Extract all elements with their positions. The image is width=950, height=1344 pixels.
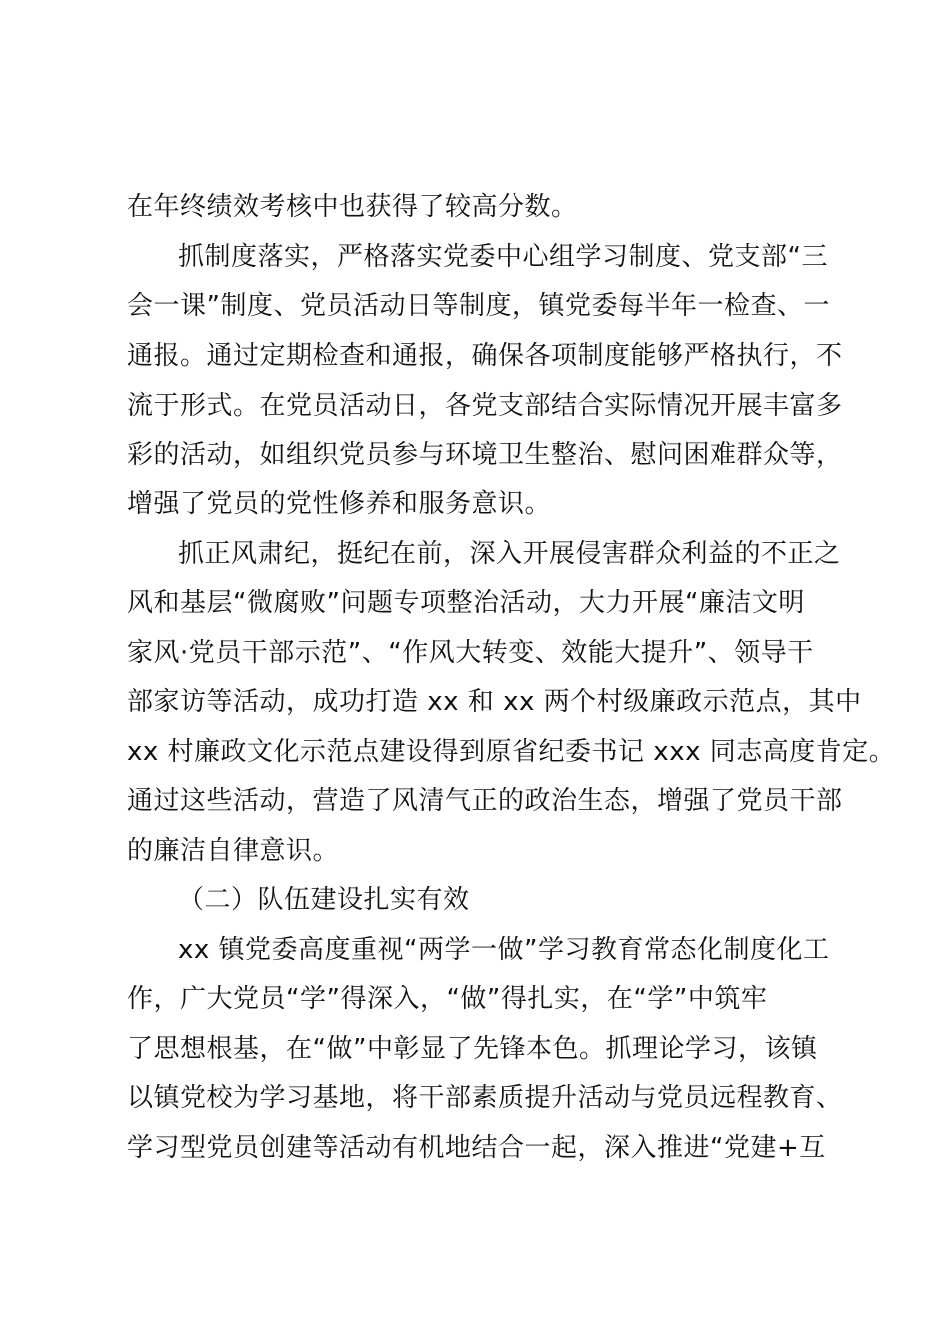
text-line: 学习型党员创建等活动有机地结合一起，深入推进“党建+互 bbox=[127, 1133, 826, 1163]
text-line: 的廉洁自律意识。 bbox=[127, 836, 340, 866]
text-line: xx 镇党委高度重视“两学一做”学习教育常态化制度化工 bbox=[178, 935, 830, 965]
text-line: 了思想根基，在“做”中彰显了先锋本色。抓理论学习，该镇 bbox=[127, 1034, 818, 1064]
text-line: 在年终绩效考核中也获得了较高分数。 bbox=[127, 192, 578, 222]
text-line: 家风·党员干部示范”、“作风大转变、效能大提升”、领导干 bbox=[127, 638, 814, 668]
text-line: 通过这些活动，营造了风清气正的政治生态，增强了党员干部 bbox=[127, 786, 843, 816]
text-line: 通报。通过定期检查和通报，确保各项制度能够严格执行，不 bbox=[127, 341, 843, 371]
text-line: xx 村廉政文化示范点建设得到原省纪委书记 xxx 同志高度肯定。 bbox=[127, 737, 896, 767]
section-heading: （二）队伍建设扎实有效 bbox=[178, 885, 470, 915]
text-line: 作，广大党员“学”得深入，“做”得扎实，在“学”中筑牢 bbox=[127, 984, 768, 1014]
text-line: 彩的活动，如组织党员参与环境卫生整治、慰问困难群众等， bbox=[127, 440, 843, 470]
text-line: 流于形式。在党员活动日，各党支部结合实际情况开展丰富多 bbox=[127, 391, 843, 421]
text-line: 抓正风肃纪，挺纪在前，深入开展侵害群众利益的不正之 bbox=[178, 539, 841, 569]
text-line: 风和基层“微腐败”问题专项整治活动，大力开展“廉洁文明 bbox=[127, 588, 805, 618]
text-line: 部家访等活动，成功打造 xx 和 xx 两个村级廉政示范点，其中 bbox=[127, 687, 862, 717]
text-line: 以镇党校为学习基地，将干部素质提升活动与党员远程教育、 bbox=[127, 1083, 843, 1113]
text-line: 会一课”制度、党员活动日等制度，镇党委每半年一检查、一 bbox=[127, 291, 830, 321]
text-line: 增强了党员的党性修养和服务意识。 bbox=[127, 489, 552, 519]
text-line: 抓制度落实，严格落实党委中心组学习制度、党支部“三 bbox=[178, 242, 828, 272]
